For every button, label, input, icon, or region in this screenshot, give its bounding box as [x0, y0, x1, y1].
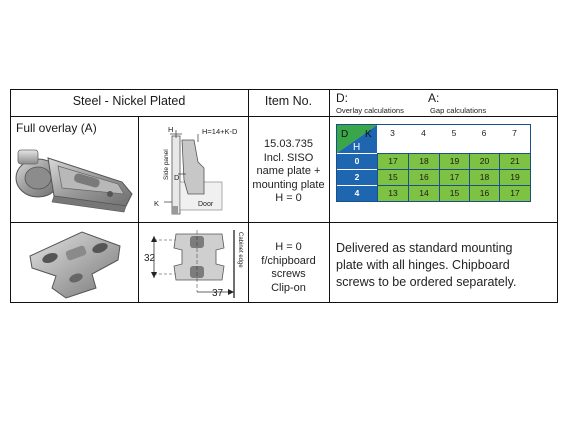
item-line: 15.03.735	[264, 138, 313, 150]
gap-table-corner	[337, 125, 377, 153]
a-subtitle: Gap calculations	[430, 106, 487, 115]
h-value: 4	[337, 185, 377, 201]
k-header: 3	[377, 125, 408, 153]
description-line: screws to be ordered separately.	[336, 275, 517, 289]
material-header: Steel - Nickel Plated	[72, 94, 186, 108]
k-header: 7	[499, 125, 530, 153]
dim-32-label: 32	[144, 253, 156, 264]
item-line: Incl. SISO	[263, 151, 314, 164]
description-line: plate with all hinges. Chipboard	[336, 258, 510, 272]
diagram-d-label: D	[174, 173, 180, 182]
item-line: name plate +	[256, 165, 321, 177]
col-divider-img	[138, 116, 139, 303]
diagram-h-label: H	[168, 125, 174, 134]
gap-value: 17	[439, 169, 469, 185]
gap-value: 19	[499, 169, 530, 185]
side-panel-label: Side panel	[163, 149, 170, 180]
gap-value: 18	[469, 169, 499, 185]
cabinet-edge-label: Cabinet edge	[237, 232, 243, 268]
k-header: 5	[439, 125, 469, 153]
gap-value: 15	[439, 185, 469, 201]
mounting-plate-description	[336, 240, 554, 291]
d-label: D:	[336, 91, 348, 105]
corner-d-label: D	[341, 129, 349, 140]
h-value: 0	[337, 153, 377, 169]
corner-k-label: K	[365, 129, 372, 140]
gap-value: 15	[377, 169, 408, 185]
k-header: 4	[408, 125, 439, 153]
item-line: Clip-on	[271, 281, 306, 294]
gap-value: 13	[377, 185, 408, 201]
a-label: A:	[428, 91, 440, 105]
mounting-plate-diagram	[142, 228, 246, 300]
item-line: H = 0	[275, 192, 302, 204]
item-line: f/chipboard	[261, 254, 316, 267]
row-divider	[10, 222, 558, 223]
diagram-k-label: K	[154, 199, 160, 208]
gap-value: 16	[408, 169, 439, 185]
concealed-hinge-image	[14, 136, 136, 218]
diagram-formula: H=14+K-D	[202, 127, 238, 136]
k-header: 6	[469, 125, 499, 153]
full-overlay-title: Full overlay (A)	[16, 121, 97, 135]
corner-h-label: H	[353, 142, 361, 153]
description-line: Delivered as standard mounting	[336, 241, 513, 255]
gap-value: 21	[499, 153, 530, 169]
gap-value: 16	[469, 185, 499, 201]
gap-value: 17	[377, 153, 408, 169]
h-value: 2	[337, 169, 377, 185]
diagram-door-label: Door	[198, 201, 214, 208]
dim-37-label: 37	[212, 288, 224, 299]
item-description-2	[248, 241, 329, 295]
header-divider	[10, 116, 558, 117]
gap-value: 19	[439, 153, 469, 169]
item-no-header: Item No.	[264, 94, 313, 108]
col-divider-2	[329, 89, 330, 303]
gap-table	[336, 124, 531, 202]
item-line: screws	[271, 268, 306, 280]
item-line: mounting plate	[252, 178, 325, 191]
d-subtitle: Overlay calculations	[336, 106, 404, 115]
overlay-diagram	[142, 122, 246, 218]
item-description-1	[248, 138, 329, 206]
gap-value: 18	[408, 153, 439, 169]
gap-value: 17	[499, 185, 530, 201]
mounting-plate-image	[22, 226, 126, 300]
gap-value: 14	[408, 185, 439, 201]
item-line: H = 0	[275, 241, 302, 253]
gap-value: 20	[469, 153, 499, 169]
